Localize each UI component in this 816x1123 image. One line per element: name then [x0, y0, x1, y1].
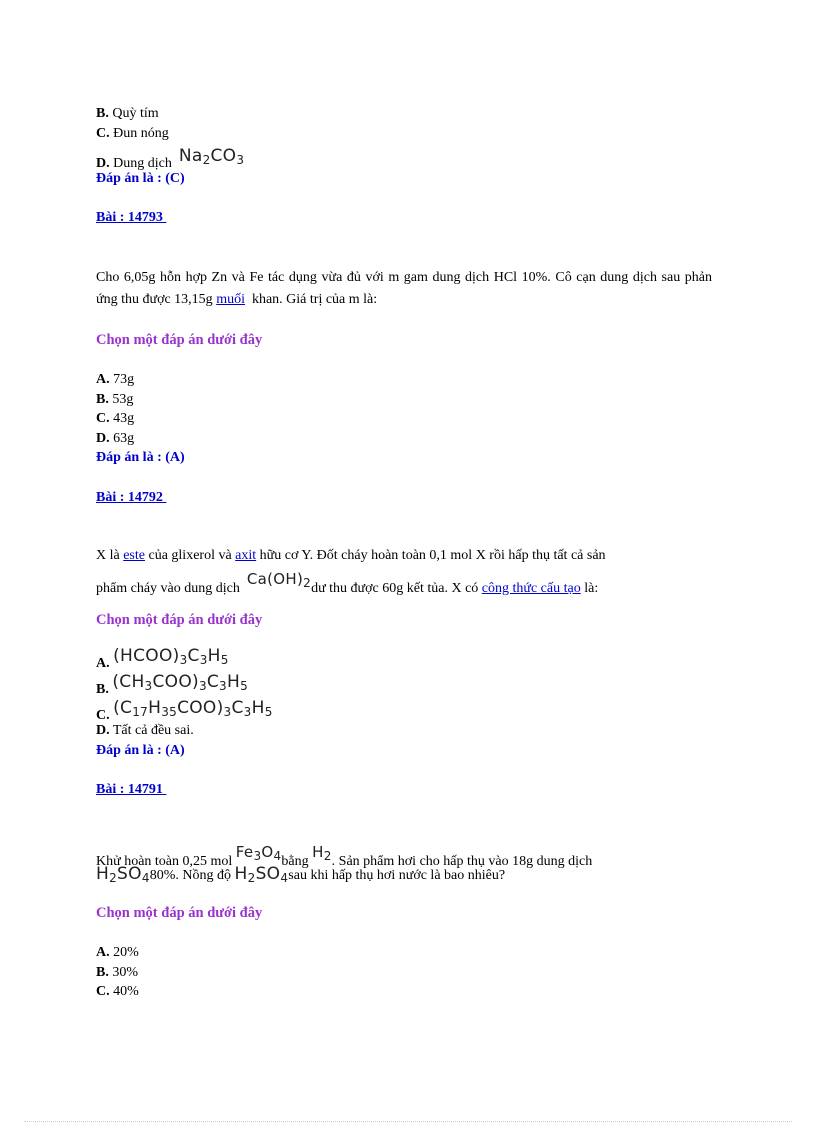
option-b: B. 30% [96, 964, 139, 980]
option-text: Dung dịch [113, 156, 172, 172]
option-c: C. 40% [96, 984, 139, 1000]
link-muoi[interactable]: muối [216, 292, 245, 308]
formula-hcoo3c3h5: $(HCOO)_3C_3H_5$ [113, 646, 229, 668]
option-b [96, 104, 712, 124]
option-text: Quỳ tím [112, 106, 159, 121]
answer-line: Đáp án là : (C) [96, 171, 185, 187]
answer-line: Đáp án là : (A) [96, 742, 185, 758]
option-a: A. 20% [96, 945, 139, 960]
option-b: B. $(CH_3COO)_3C_3H_5$ [96, 672, 249, 698]
option-text: Đun nóng [113, 125, 169, 141]
question-text-line1: Khử hoàn toàn 0,25 mol $Fe_3O_4bằng$ $H_2$. Sản phẩm hơi cho hấp thụ vào 18g dung dịch [96, 842, 593, 869]
option-letter: D. [96, 156, 110, 172]
question-text-line1: X là este của glixerol và axit hữu cơ Y. Đốt cháy hoàn toàn 0,1 mol X rồi hấp thụ tất cả sản [96, 548, 606, 564]
option-a: A. 73g [96, 371, 135, 387]
question-title-link[interactable]: Bài : 14791 [96, 781, 163, 797]
formula-fe3o4: $Fe_3O_4$ [235, 842, 282, 863]
question-text-line2: $H_2SO_480\%$. Nồng độ $H_2SO_4sau$ khi hấp thụ hơi nước là bao nhiêu? [96, 863, 506, 885]
question-title-link[interactable]: Bài : 14793 [96, 210, 163, 226]
question-text-line2: phẩm cháy vào dung dịch $Ca(OH)_2dư$ thu được 60g kết tủa. X có công thức cấu tạo là: [96, 569, 599, 596]
formula-h2so4: $H_2SO_4$ [96, 863, 150, 885]
formula-na2co3: $Na_2CO_3$ [178, 146, 245, 168]
choose-heading: Chọn một đáp án dưới đây [96, 612, 263, 629]
choose-heading: Chọn một đáp án dưới đây [96, 904, 263, 921]
answer-line: Đáp án là : (A) [96, 450, 185, 466]
question-text: Cho 6,05g hỗn hợp Zn và Fe tác dụng vừa đủ với m gam dung dịch HCl 10%. Cô cạn dung dịch sau phản ứng thu được 13,15g muối khan. Giá trị của m là: [96, 270, 712, 308]
formula-ch3coo3c3h5: $(CH_3COO)_3C_3H_5$ [112, 672, 249, 694]
option-c: C. 43g [96, 411, 135, 427]
option-letter: C. [96, 125, 110, 141]
link-este[interactable]: este [123, 548, 145, 564]
formula-h2so4: $H_2SO_4$ [234, 863, 289, 885]
option-d: D. 63g [96, 430, 135, 446]
option-c: C. $(C_{17}H_{35}COO)_3C_3H_5$ [96, 698, 273, 724]
question-title-link[interactable]: Bài : 14792 [96, 489, 163, 505]
option-d: D. Tất cả đều sai. [96, 723, 194, 739]
option-letter: B. [96, 106, 109, 121]
formula-c17h35coo3c3h5: $(C_{17}H_{35}COO)_3C_3H_5$ [113, 698, 273, 720]
option-c [96, 124, 712, 144]
option-d [96, 143, 712, 172]
choose-heading: Chọn một đáp án dưới đây [96, 331, 263, 348]
page-bottom-divider [24, 1121, 792, 1122]
option-a: A. $(HCOO)_3C_3H_5$ [96, 646, 229, 672]
formula-caoh2: $Ca(OH)_2$ [246, 569, 312, 590]
option-b: B. 53g [96, 391, 134, 407]
formula-h2: $H_2$ [312, 842, 332, 863]
document-content [96, 104, 712, 1002]
link-cong-thuc-cau-tao[interactable]: công thức cấu tạo [481, 580, 581, 596]
link-axit[interactable]: axit [235, 548, 257, 564]
